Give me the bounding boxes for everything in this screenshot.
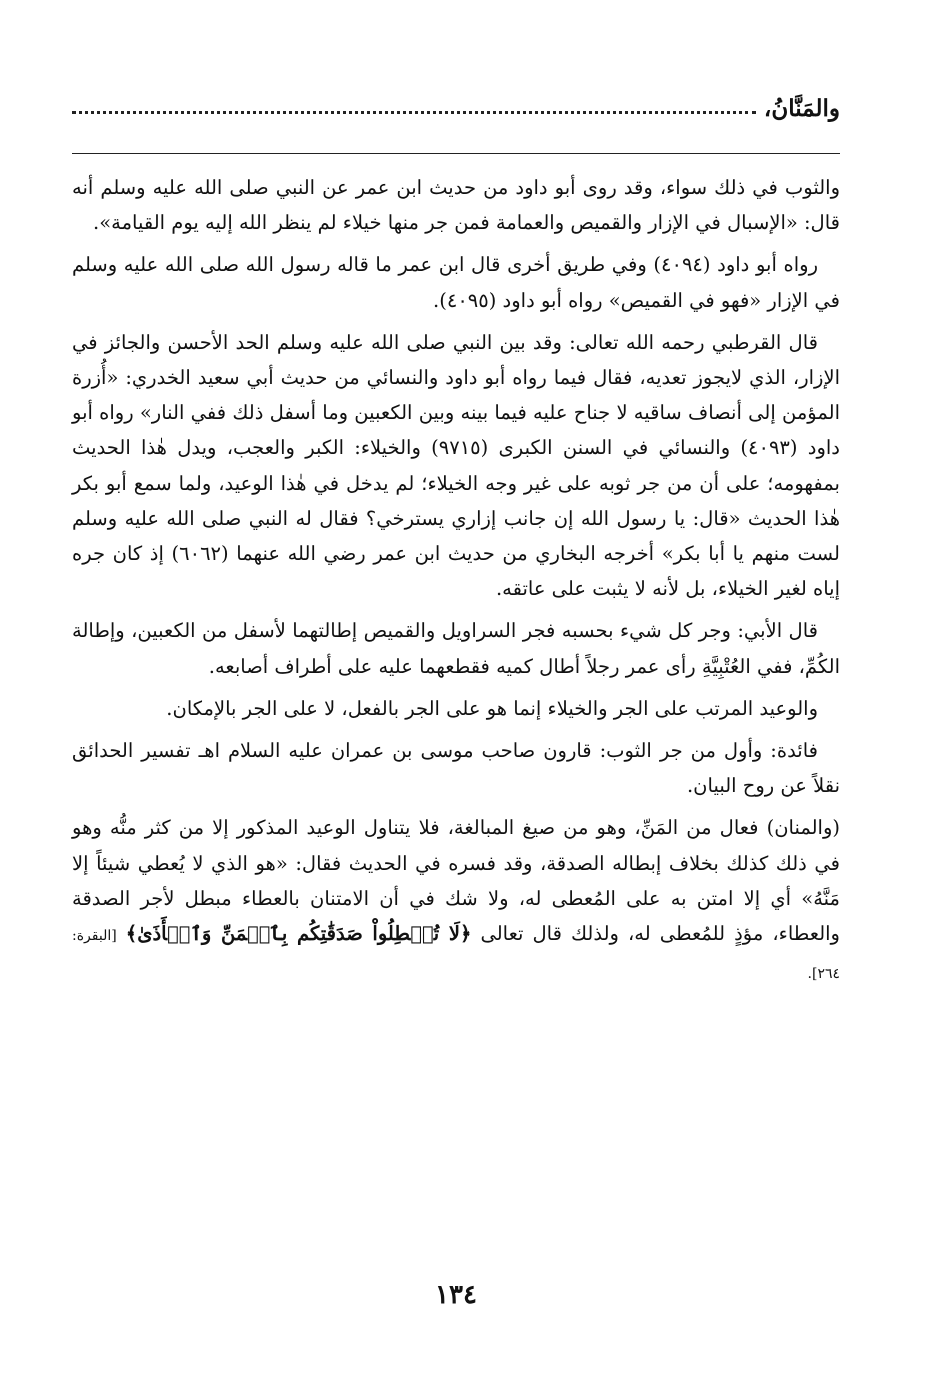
paragraph: قال القرطبي رحمه الله تعالى: وقد بين النبي صلى الله عليه وسلم الحد الأحسن والجائز في الإزار، الذي لايجوز تعديه، فقال فيما رواه أبو داود والنسائي من حديث أبي سعيد الخدري: «أُزرة المؤمن إلى أنصاف ساقيه لا جناح عليه فيما بينه وبين الكعبين وما أسفل ذلك ففي النار» رواه أبو داود (٤٠٩٣) والنسائي في السنن الكبرى (٩٧١٥) والخيلاء: الكبر والعجب، ويدل هٰذا الحديث بمفهومه؛ على أن من جر ثوبه على غير وجه الخيلاء؛ لم يدخل في هٰذا الوعيد، ولما سمع أبو بكر هٰذا الحديث «قال: يا رسول الله إن جانب إزاري يسترخي؟ فقال له النبي صلى الله عليه وسلم لست منهم يا أبا بكر» أخرجه البخاري من حديث ابن عمر رضي الله عنهما (٦٠٦٢) إذ كان جره إياه لغير الخيلاء، بل لأنه لا يثبت على عاتقه. (72, 330, 840, 601)
paragraph: رواه أبو داود (٤٠٩٤) وفي طريق أخرى قال ابن عمر ما قاله رسول الله صلى الله عليه وسلم في الإزار «فهو في القميص» رواه أبو داود (٤٠٩٥). (72, 253, 840, 312)
paragraph: والوعيد المرتب على الجر والخيلاء إنما هو على الجر بالفعل، لا على الجر بالإمكان. (166, 696, 818, 720)
header-dotted-leader (72, 111, 756, 114)
paragraph: فائدة: وأول من جر الثوب: قارون صاحب موسى بن عمران عليه السلام اهـ تفسير الحدائق نقلاً عن روح البيان. (72, 739, 840, 798)
body-text (72, 170, 840, 999)
book-page (72, 0, 840, 1377)
header-rule (72, 153, 840, 154)
verse-reference: [البقرة: ٢٦٤]. (72, 928, 840, 983)
paragraph: قال الأبي: وجر كل شيء بحسبه فجر السراويل والقميص إطالتهما لأسفل من الكعبين، وإطالة الكُمِّ، ففي العُتْبِيَّةِ رأى عمر رجلاً أطال كميه فقطعهما عليه على أطراف أصابعه. (72, 619, 840, 678)
page-number: ١٣٤ (435, 1280, 477, 1310)
paragraph-with-verse (72, 810, 840, 992)
quran-verse: ﴿لَا تُبۡطِلُواْ صَدَقَٰتِكُم بِٱلۡمَنِّ وَٱلۡأَذَىٰ﴾ (125, 922, 472, 946)
running-header (72, 82, 840, 122)
paragraph-text: (والمنان) فعال من المَنِّ، وهو من صيغ المبالغة، فلا يتناول الوعيد المذكور إلا من كثر منُّه وهو في ذلك كذلك بخلاف إبطاله الصدقة، وقد فسره في الحديث فقال: «هو الذي لا يُعطي شيئاً إلا مَنَّهُ» أي إلا امتن به على المُعطى له، ولا شك في أن الامتنان بالعطاء مبطل لأجر الصدقة والعطاء، مؤذٍ للمُعطى له، ولذلك قال تعالى (72, 816, 840, 946)
paragraph: والثوب في ذلك سواء، وقد روى أبو داود من حديث ابن عمر عن النبي صلى الله عليه وسلم أنه قال: «الإسبال في الإزار والقميص والعمامة فمن جر منها خيلاء لم ينظر الله إليه يوم القيامة». (72, 176, 840, 235)
header-title: والمَنَّانُ، (763, 95, 840, 122)
